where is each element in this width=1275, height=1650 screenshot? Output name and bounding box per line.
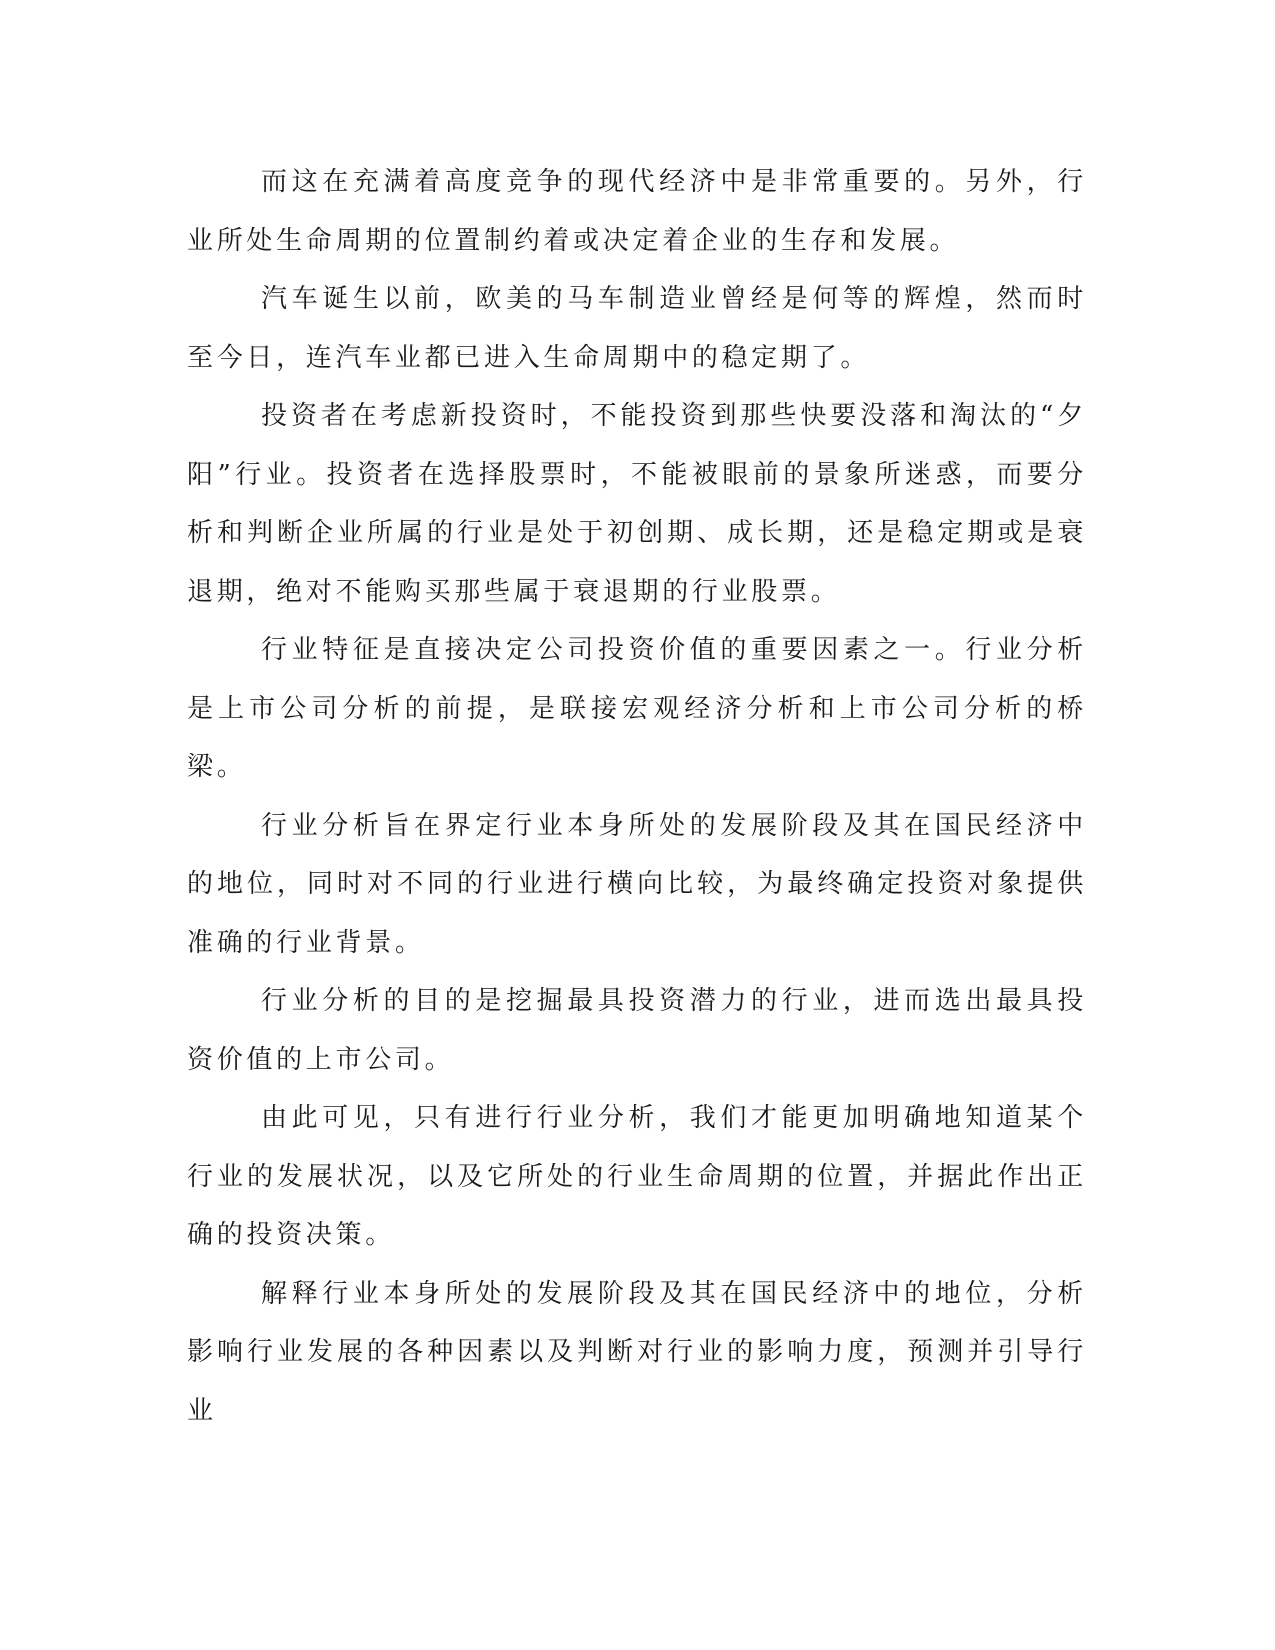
paragraph-8: 解释行业本身所处的发展阶段及其在国民经济中的地位，分析影响行业发展的各种因素以及判断对行业的影响力度，预测并引导行业 — [187, 1278, 1087, 1426]
paragraph-6: 行业分析的目的是挖掘最具投资潜力的行业，进而选出最具投资价值的上市公司。 — [187, 986, 1087, 1075]
document-body — [187, 153, 1087, 1440]
paragraph-7: 由此可见，只有进行行业分析，我们才能更加明确地知道某个行业的发展状况，以及它所处的行业生命周期的位置，并据此作出正确的投资决策。 — [187, 1103, 1087, 1250]
paragraph-3: 投资者在考虑新投资时，不能投资到那些快要没落和淘汰的“夕阳”行业。投资者在选择股票时，不能被眼前的景象所迷惑，而要分析和判断企业所属的行业是处于初创期、成长期，还是稳定期或是衰退期，绝对不能购买那些属于衰退期的行业股票。 — [187, 401, 1087, 607]
paragraph-4: 行业特征是直接决定公司投资价值的重要因素之一。行业分析是上市公司分析的前提，是联接宏观经济分析和上市公司分析的桥梁。 — [187, 635, 1087, 782]
paragraph-2: 汽车诞生以前，欧美的马车制造业曾经是何等的辉煌，然而时至今日，连汽车业都已进入生命周期中的稳定期了。 — [187, 284, 1087, 373]
paragraph-1: 而这在充满着高度竞争的现代经济中是非常重要的。另外，行业所处生命周期的位置制约着或决定着企业的生存和发展。 — [187, 167, 1087, 256]
paragraph-5: 行业分析旨在界定行业本身所处的发展阶段及其在国民经济中的地位，同时对不同的行业进行横向比较，为最终确定投资对象提供准确的行业背景。 — [187, 810, 1087, 958]
